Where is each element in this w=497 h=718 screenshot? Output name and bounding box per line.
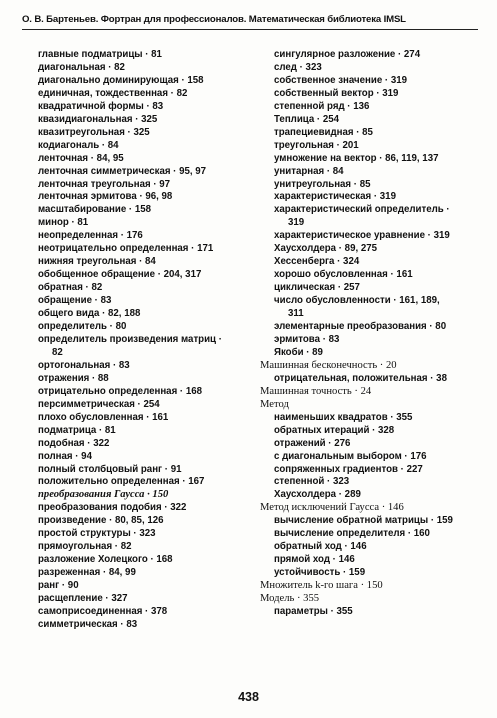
- index-entry: [24, 256, 250, 269]
- index-entry-text: плохо обусловленная · 161: [38, 411, 169, 423]
- running-head: О. В. Бартеньев. Фортран для профессионалов. Математическая библиотека IMSL: [22, 14, 406, 25]
- index-entry-text: разреженная · 84, 99: [38, 567, 136, 579]
- index-entry: [24, 515, 250, 528]
- index-entry-text: вычисление определителя · 160: [274, 528, 430, 540]
- index-entry-text: простой структуры · 323: [38, 528, 156, 540]
- index-entry-text: квазидиагональная · 325: [38, 113, 158, 125]
- index-entry-text: диагонально доминирующая · 158: [38, 74, 204, 86]
- index-entry: [24, 282, 250, 295]
- index-entry: [260, 541, 482, 554]
- index-entry-text: ранг · 90: [38, 580, 79, 592]
- index-entry-text: неопределенная · 176: [38, 230, 143, 242]
- index-entry: [24, 49, 250, 62]
- index-entry-text: произведение · 80, 85, 126: [38, 515, 164, 527]
- index-entry: [24, 502, 250, 515]
- index-entry: [24, 75, 250, 88]
- index-entry-text: характеристический определитель ·: [274, 204, 450, 216]
- index-entry: [24, 464, 250, 477]
- index-entry: [24, 541, 250, 554]
- index-entry: [260, 580, 482, 593]
- header-rule: [22, 29, 478, 30]
- index-entry-text: собственный вектор · 319: [274, 87, 399, 99]
- index-entry-text: самоприсоединенная · 378: [38, 605, 168, 617]
- index-entry-text: подобная · 322: [38, 437, 110, 449]
- index-entry-text: единичная, тождественная · 82: [38, 87, 188, 99]
- index-entry: [24, 114, 250, 127]
- index-entry: [260, 166, 482, 179]
- index-entry: [260, 347, 482, 360]
- index-entry-text: неотрицательно определенная · 171: [38, 243, 214, 255]
- index-entry: [260, 127, 482, 140]
- index-entry-text: Модель · 355: [260, 593, 320, 605]
- index-entry: [24, 204, 250, 217]
- index-entry: [24, 191, 250, 204]
- index-entry: [24, 528, 250, 541]
- index-entry-text: Хессенберга · 324: [274, 256, 360, 268]
- index-entry: [24, 593, 250, 606]
- index-entry: [260, 502, 482, 515]
- index-entry: [260, 360, 482, 373]
- index-entry-text: Якоби · 89: [274, 346, 323, 358]
- index-entry: [260, 476, 482, 489]
- index-entry: [260, 528, 482, 541]
- index-entry: [24, 217, 250, 230]
- index-entry-text: циклическая · 257: [274, 282, 360, 294]
- index-entry-text: унитреугольная · 85: [274, 178, 371, 190]
- index-entry-text: определитель произведения матриц ·: [38, 333, 222, 345]
- index-entry-text: определитель · 80: [38, 321, 127, 333]
- index-entry: [260, 230, 482, 243]
- index-entry-text: полный столбцовый ранг · 91: [38, 463, 182, 475]
- index-entry: [260, 282, 482, 295]
- index-entry-text: с диагональным выбором · 176: [274, 450, 427, 462]
- index-entry: [24, 230, 250, 243]
- index-entry: [260, 386, 482, 399]
- index-entry: [260, 515, 482, 528]
- index-entry-text: минор · 81: [38, 217, 89, 229]
- index-column-right: [260, 49, 482, 619]
- index-entry: [24, 308, 250, 321]
- index-entry-text: Теплица · 254: [274, 113, 340, 125]
- index-entry: [260, 593, 482, 606]
- index-entry-text: общего вида · 82, 188: [38, 308, 141, 320]
- index-entry: [260, 295, 482, 308]
- index-entry: [260, 75, 482, 88]
- index-entry-text: собственное значение · 319: [274, 74, 407, 86]
- index-entry-text: ленточная эрмитова · 96, 98: [38, 191, 173, 203]
- index-entry: [260, 88, 482, 101]
- index-entry: [260, 256, 482, 269]
- index-entry-text: отрицательно определенная · 168: [38, 385, 202, 397]
- index-entry-text: 311: [288, 308, 304, 320]
- index-entry: [24, 321, 250, 334]
- page-number: 438: [238, 690, 259, 704]
- index-entry-text: характеристическая · 319: [274, 191, 396, 203]
- index-entry-text: Машинная точность · 24: [260, 385, 372, 397]
- index-entry-text: преобразования подобия · 322: [38, 502, 187, 514]
- index-entry-text: треугольная · 201: [274, 139, 359, 151]
- index-entry: [24, 179, 250, 192]
- index-entry-text: обращение · 83: [38, 295, 112, 307]
- index-entry: [260, 451, 482, 464]
- index-entry: [260, 554, 482, 567]
- index-entry: [260, 217, 482, 230]
- index-entry-text: обратный ход · 146: [274, 541, 367, 553]
- index-entry: [24, 62, 250, 75]
- index-entry-text: 82: [52, 346, 63, 358]
- index-entry-text: нижняя треугольная · 84: [38, 256, 156, 268]
- index-entry-text: отражений · 276: [274, 437, 351, 449]
- index-entry-text: Метод исключений Гаусса · 146: [260, 502, 404, 514]
- index-entry: [260, 153, 482, 166]
- index-entry: [24, 489, 250, 502]
- index-entry: [24, 567, 250, 580]
- index-entry-text: Хаусхолдера · 89, 275: [274, 243, 378, 255]
- index-entry-text: Множитель k-го шага · 150: [260, 580, 383, 592]
- index-entry: [24, 386, 250, 399]
- index-entry-text: квадратичной формы · 83: [38, 100, 164, 112]
- index-entry-text: Машинная бесконечность · 20: [260, 359, 397, 371]
- index-entry: [24, 88, 250, 101]
- index-entry-text: ленточная треугольная · 97: [38, 178, 171, 190]
- index-entry-text: кодиагональ · 84: [38, 139, 119, 151]
- index-entry-text: положительно определенная · 167: [38, 476, 205, 488]
- index-entry-text: сингулярное разложение · 274: [274, 49, 421, 60]
- index-entry: [260, 567, 482, 580]
- index-entry-text: параметры · 355: [274, 605, 353, 617]
- index-entry: [24, 451, 250, 464]
- index-entry: [24, 425, 250, 438]
- index-entry: [260, 101, 482, 114]
- index-entry-text: диагональная · 82: [38, 61, 125, 73]
- index-entry-text: обратная · 82: [38, 282, 103, 294]
- index-entry-text: элементарные преобразования · 80: [274, 321, 447, 333]
- index-entry: [260, 179, 482, 192]
- index-entry: [260, 49, 482, 62]
- index-entry: [24, 347, 250, 360]
- index-entry: [260, 204, 482, 217]
- index-entry-text: умножение на вектор · 86, 119, 137: [274, 152, 439, 164]
- index-entry-text: отрицательная, положительная · 38: [274, 372, 447, 384]
- index-entry-text: след · 323: [274, 61, 322, 73]
- index-entry-text: ленточная симметрическая · 95, 97: [38, 165, 207, 177]
- index-entry-text: Метод: [260, 398, 289, 410]
- index-entry: [24, 580, 250, 593]
- index-entry: [24, 140, 250, 153]
- index-entry-text: масштабирование · 158: [38, 204, 151, 216]
- index-entry-text: прямоугольная · 82: [38, 541, 132, 553]
- index-entry: [24, 438, 250, 451]
- index-entry: [24, 360, 250, 373]
- index-entry: [260, 140, 482, 153]
- index-entry-text: квазитреугольная · 325: [38, 126, 150, 138]
- index-entry-text: хорошо обусловленная · 161: [274, 269, 413, 281]
- index-entry-text: эрмитова · 83: [274, 333, 340, 345]
- index-entry-text: расщепление · 327: [38, 593, 128, 605]
- index-entry: [260, 399, 482, 412]
- index-entry-text: сопряженных градиентов · 227: [274, 463, 423, 475]
- index-entry: [24, 619, 250, 632]
- index-entry: [260, 425, 482, 438]
- index-entry-text: отражения · 88: [38, 372, 109, 384]
- index-entry-text: 319: [288, 217, 305, 229]
- index-entry-text: наименьших квадратов · 355: [274, 411, 413, 423]
- index-entry: [260, 321, 482, 334]
- index-entry-text: полная · 94: [38, 450, 92, 462]
- index-entry-text: персимметрическая · 254: [38, 398, 160, 410]
- index-entry-text: Хаусхолдера · 289: [274, 489, 361, 501]
- index-entry-text: ортогональная · 83: [38, 359, 130, 371]
- index-entry: [24, 153, 250, 166]
- index-entry-text: трапециевидная · 85: [274, 126, 373, 138]
- index-entry: [260, 308, 482, 321]
- index-entry-text: число обусловленности · 161, 189,: [274, 295, 440, 307]
- index-entry-text: характеристическое уравнение · 319: [274, 230, 450, 242]
- index-entry: [260, 243, 482, 256]
- index-entry: [24, 476, 250, 489]
- index-entry-text: вычисление обратной матрицы · 159: [274, 515, 453, 527]
- index-entry: [260, 412, 482, 425]
- index-entry: [24, 127, 250, 140]
- index-entry-text: прямой ход · 146: [274, 554, 355, 566]
- index-entry: [24, 373, 250, 386]
- index-entry-text: подматрица · 81: [38, 424, 116, 436]
- index-entry: [260, 606, 482, 619]
- index-entry: [260, 489, 482, 502]
- index-entry-text: обратных итераций · 328: [274, 424, 395, 436]
- index-column-left: [24, 49, 250, 632]
- index-entry: [24, 269, 250, 282]
- index-entry: [24, 101, 250, 114]
- index-entry-text: унитарная · 84: [274, 165, 344, 177]
- index-entry: [24, 606, 250, 619]
- index-entry: [260, 114, 482, 127]
- index-entry: [260, 269, 482, 282]
- index-entry: [260, 191, 482, 204]
- index-entry: [260, 62, 482, 75]
- index-entry-text: преобразования Гаусса · 150: [38, 489, 169, 501]
- index-entry: [24, 399, 250, 412]
- index-entry: [24, 295, 250, 308]
- index-entry-text: разложение Холецкого · 168: [38, 554, 173, 566]
- index-entry-text: ленточная · 84, 95: [38, 152, 124, 164]
- index-entry: [24, 243, 250, 256]
- index-entry-text: устойчивость · 159: [274, 567, 366, 579]
- index-entry-text: главные подматрицы · 81: [38, 49, 162, 60]
- index-entry: [260, 464, 482, 477]
- index-entry: [24, 554, 250, 567]
- index-entry: [260, 334, 482, 347]
- index-entry: [260, 438, 482, 451]
- index-entry: [24, 166, 250, 179]
- index-entry: [24, 412, 250, 425]
- index-entry: [24, 334, 250, 347]
- index-entry-text: степенной ряд · 136: [274, 100, 370, 112]
- index-entry-text: степенной · 323: [274, 476, 350, 488]
- index-entry-text: симметрическая · 83: [38, 618, 138, 630]
- index-entry-text: обобщенное обращение · 204, 317: [38, 269, 202, 281]
- index-entry: [260, 373, 482, 386]
